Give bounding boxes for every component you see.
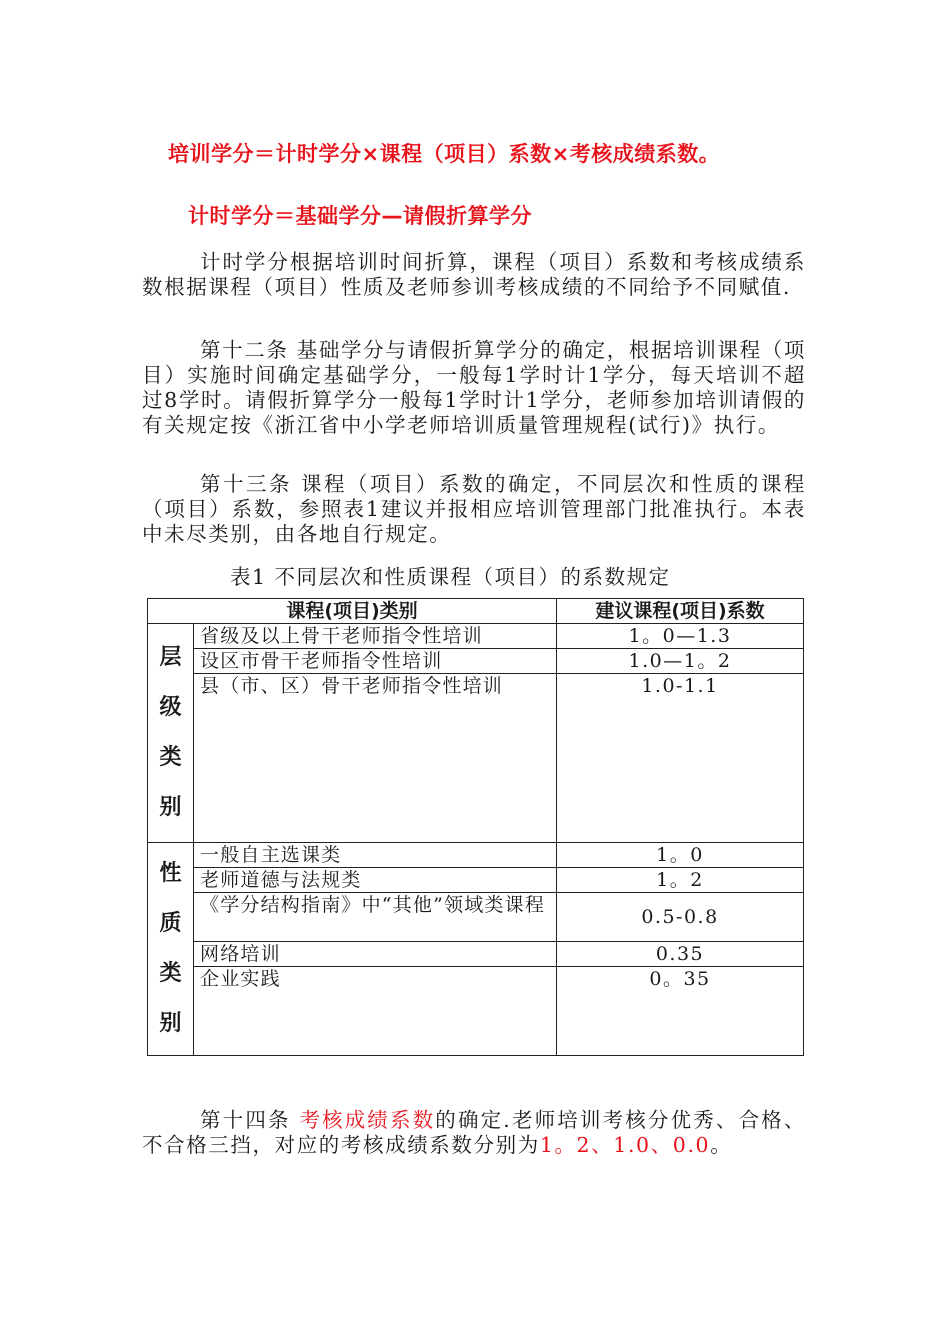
- coefficient-cell: 1.0—1。2: [557, 649, 804, 674]
- coefficient-table: [147, 598, 804, 1056]
- coefficient-cell: 0。35: [557, 967, 804, 1056]
- category-cell: 县（市、区）骨干老师指令性培训: [194, 674, 557, 843]
- group-label-nature: 性 质 类 别: [148, 843, 194, 1056]
- category-cell: 企业实践: [194, 967, 557, 1056]
- category-cell: 《学分结构指南》中“其他”领域类课程: [194, 893, 557, 942]
- group-label-level: 层 级 类 别: [148, 624, 194, 843]
- article-14-highlight: 考核成绩系数: [299, 1108, 436, 1132]
- table-row: [148, 868, 804, 893]
- table-row: [148, 893, 804, 942]
- coefficient-cell: 1.0-1.1: [557, 674, 804, 843]
- category-cell: 省级及以上骨干老师指令性培训: [194, 624, 557, 649]
- paragraph-credit-conversion: 计时学分根据培训时间折算，课程（项目）系数和考核成绩系数根据课程（项目）性质及老师参训考核成绩的不同给予不同赋值.: [142, 250, 806, 299]
- formula-timed-credit: 计时学分＝基础学分—请假折算学分: [188, 204, 532, 228]
- header-coefficient: 建议课程(项目)系数: [557, 599, 804, 624]
- coefficient-cell: 1。0—1.3: [557, 624, 804, 649]
- coefficient-cell: 1。0: [557, 843, 804, 868]
- table-row: [148, 942, 804, 967]
- category-cell: 一般自主选课类: [194, 843, 557, 868]
- article-14-body: 的确定.老师培训考核分优秀、合格、不合格三挡，对应的考核成绩系数分别为: [142, 1108, 806, 1157]
- paragraph-article-12: 第十二条 基础学分与请假折算学分的确定，根据培训课程（项目）实施时间确定基础学分，一般每1学时计1学分，每天培训不超过8学时。请假折算学分一般每1学时计1学分，老师参加培训请假的有关规定按《浙江省中小学老师培训质量管理规程(试行)》执行。: [142, 338, 806, 437]
- table-row: [148, 649, 804, 674]
- header-category: 课程(项目)类别: [148, 599, 557, 624]
- coefficient-cell: 0.35: [557, 942, 804, 967]
- paragraph-article-13: 第十三条 课程（项目）系数的确定，不同层次和性质的课程（项目）系数，参照表1建议并报相应培训管理部门批准执行。本表中未尽类别，由各地自行规定。: [142, 472, 806, 546]
- table-header-row: [148, 599, 804, 624]
- article-14-prefix: 第十四条: [200, 1108, 300, 1132]
- category-cell: 网络培训: [194, 942, 557, 967]
- table-caption: 表1 不同层次和性质课程（项目）的系数规定: [230, 565, 671, 589]
- table-row: [148, 624, 804, 649]
- table-row: [148, 967, 804, 1056]
- coefficient-cell: 1。2: [557, 868, 804, 893]
- article-14-end: 。: [710, 1133, 733, 1157]
- table-row: [148, 674, 804, 843]
- category-cell: 设区市骨干老师指令性培训: [194, 649, 557, 674]
- article-14-values: 1。2、1.0、0.0: [539, 1133, 711, 1157]
- formula-training-credit: 培训学分＝计时学分×课程（项目）系数×考核成绩系数。: [168, 142, 721, 166]
- coefficient-cell: 0.5-0.8: [557, 893, 804, 942]
- category-cell: 老师道德与法规类: [194, 868, 557, 893]
- table-row: [148, 843, 804, 868]
- paragraph-article-14: [142, 1108, 806, 1158]
